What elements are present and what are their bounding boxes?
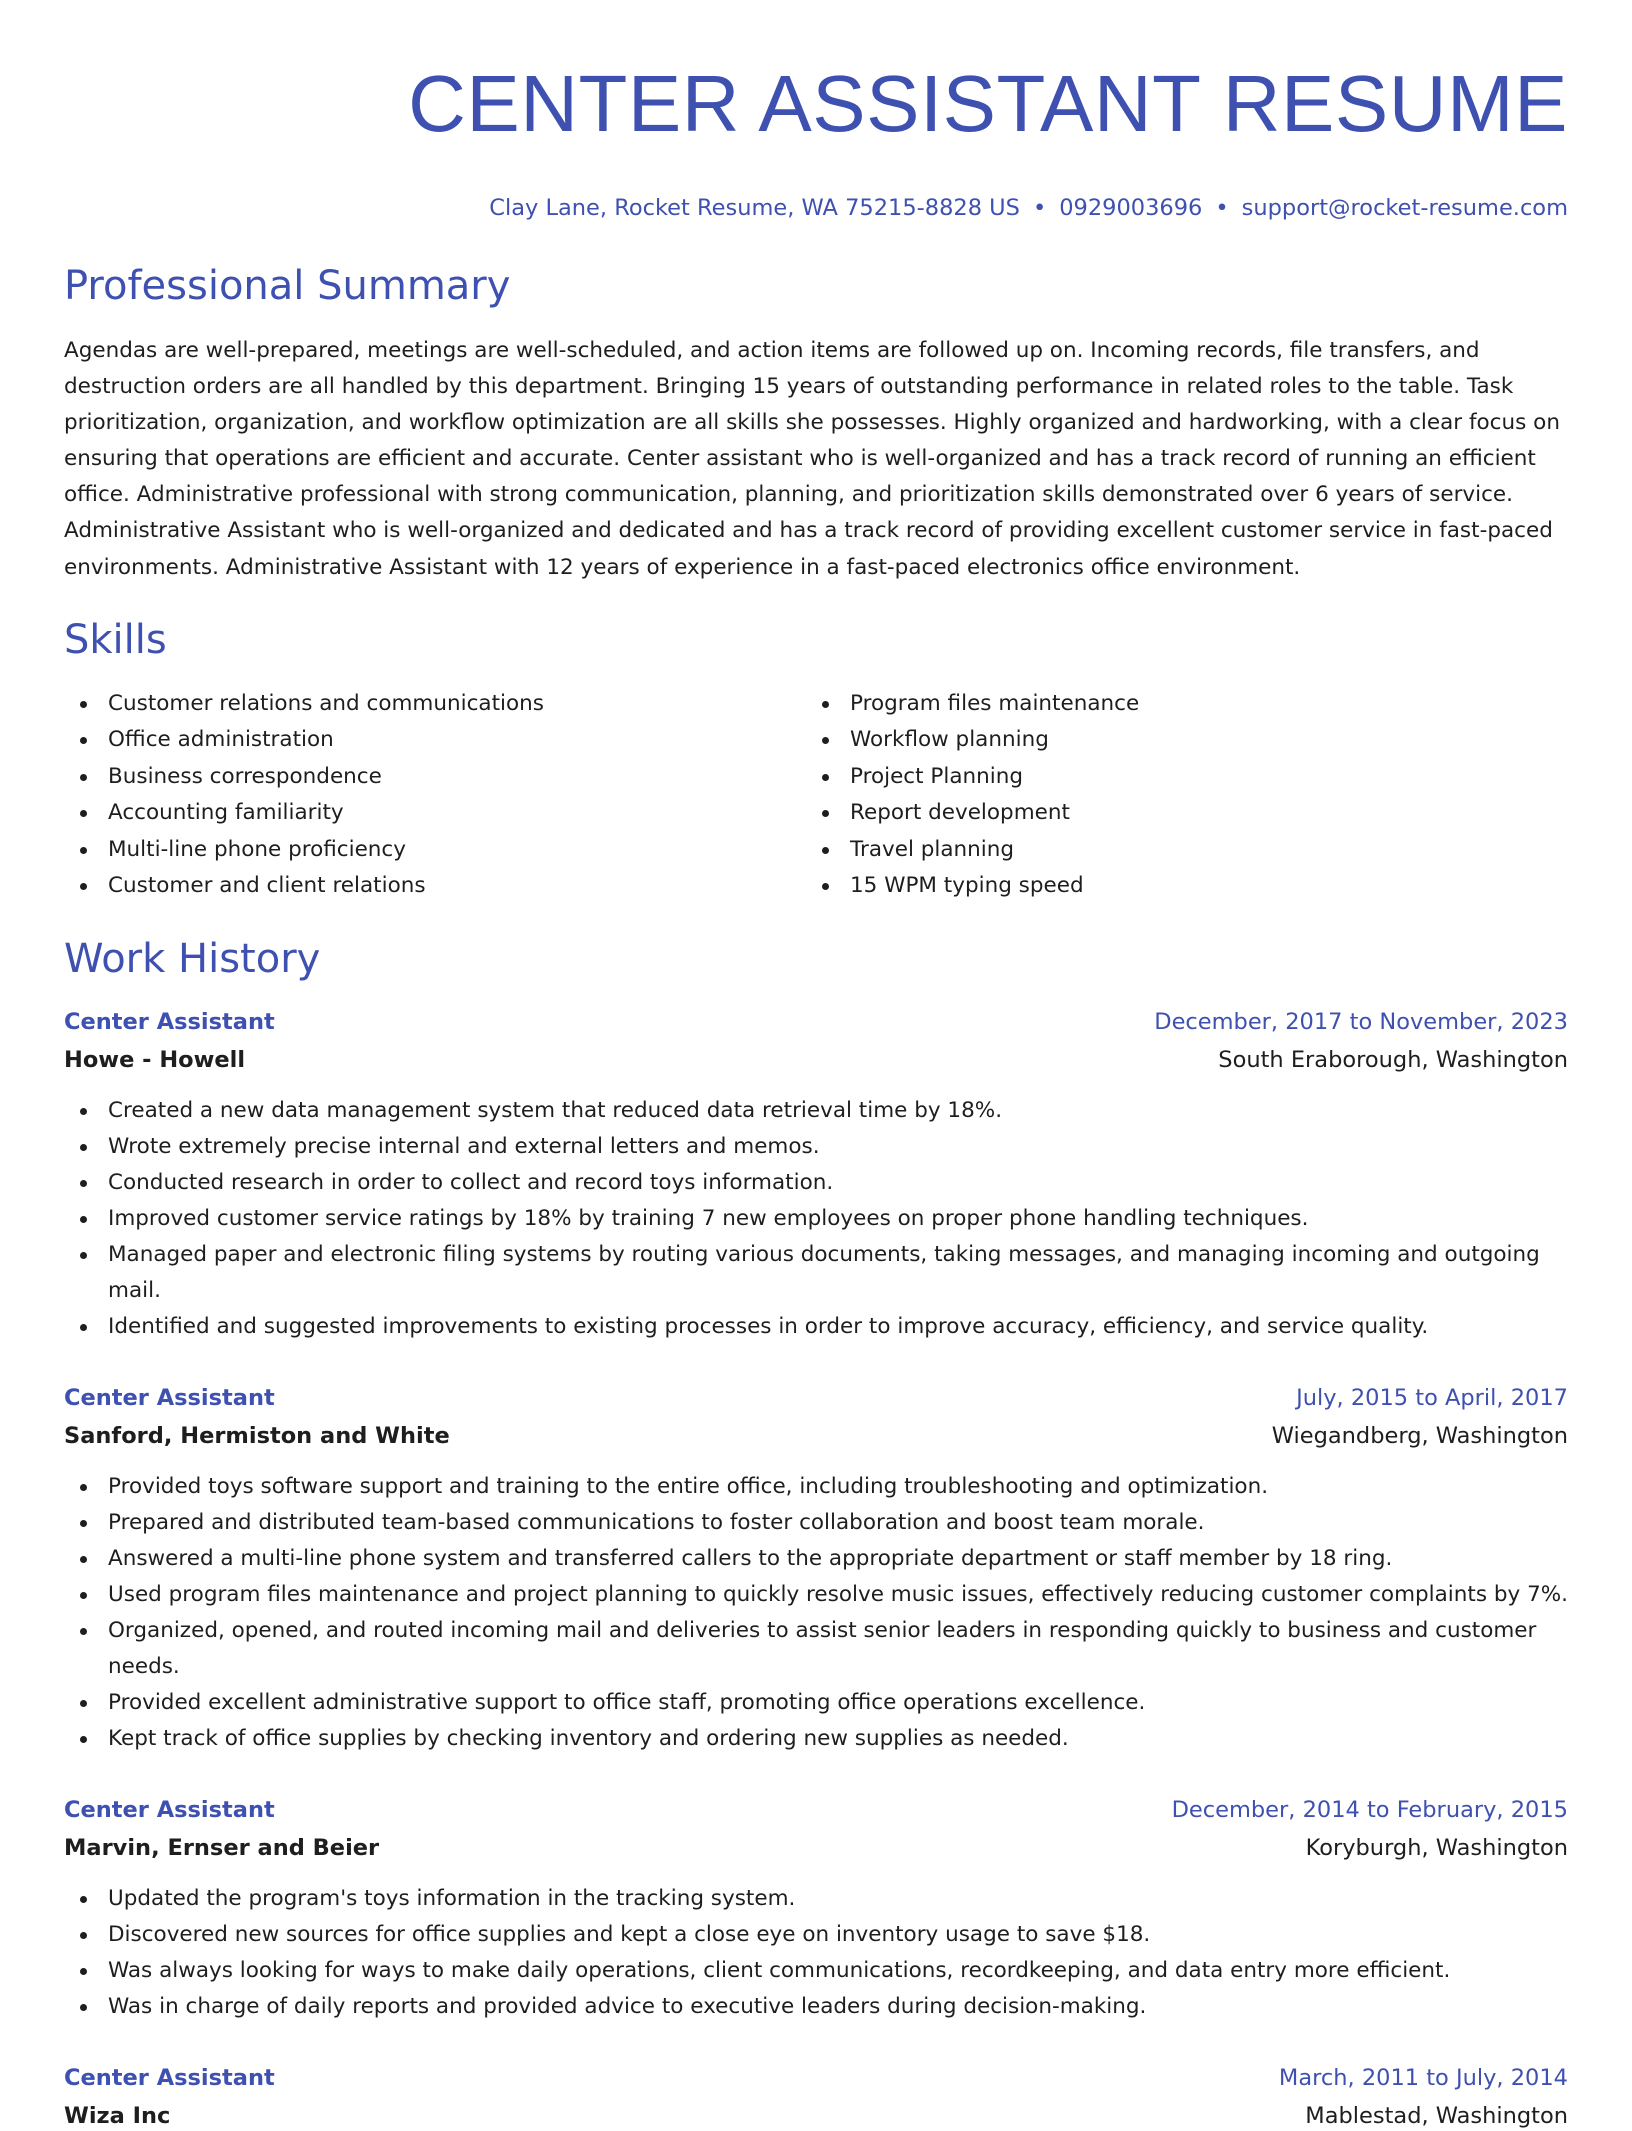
job-bullet: Wrote extremely precise internal and external letters and memos. (64, 1129, 1584, 1165)
summary-heading: Professional Summary (64, 263, 511, 309)
job-entry (64, 1383, 1568, 1757)
contact-separator: • (1032, 195, 1047, 221)
job-location: South Eraborough, Washington (1218, 1046, 1568, 1073)
job-bullet: Answered a multi-line phone system and transferred callers to the appropriate department or staff member by 18 ring. (64, 1541, 1584, 1577)
job-bullet-list (64, 1093, 1584, 1345)
skill-item: Project Planning (806, 759, 1548, 796)
summary-text: Agendas are well-prepared, meetings are well-scheduled, and action items are followed up on. Incoming records, file transfers, and destruction orders are all handled by this department. Bringing 15 years of outstanding performance in related roles to the table. Task prioritization, organization, and workflow optimization are all skills she possesses. Highly organized and hardworking, with a clear focus on ensuring that operations are efficient and accurate. Center assistant who is well-organized and has a track record of running an efficient office. Administrative professional with strong communication, planning, and prioritization skills demonstrated over 6 years of service. Administrative Assistant who is well-organized and dedicated and has a track record of providing excellent customer service in fast-paced environments. Administrative Assistant with 12 years of experience in a fast-paced electronics office environment. (64, 338, 1560, 580)
skill-item: Program files maintenance (806, 686, 1548, 723)
job-bullet: Kept track of office supplies by checking inventory and ordering new supplies as needed. (64, 1721, 1584, 1757)
skill-item: Accounting familiarity (64, 795, 806, 832)
job-title: Center Assistant (64, 1796, 275, 1823)
job-bullet: Provided excellent administrative support to office staff, promoting office operations excellence. (64, 1685, 1584, 1721)
job-dates: July, 2015 to April, 2017 (1296, 1384, 1568, 1411)
skills-grid (64, 686, 1568, 905)
skills-left-column (64, 686, 806, 905)
job-company: Wiza Inc (64, 2102, 171, 2129)
job-bullet: Conducted research in order to collect and record toys information. (64, 1165, 1584, 1201)
skill-item: 15 WPM typing speed (806, 868, 1548, 905)
resume-title: CENTER ASSISTANT RESUME (408, 59, 1568, 148)
skill-item: Multi-line phone proficiency (64, 832, 806, 869)
job-location: Wiegandberg, Washington (1271, 1422, 1568, 1449)
skill-item: Travel planning (806, 832, 1548, 869)
job-bullet: Created a new data management system that reduced data retrieval time by 18%. (64, 1093, 1584, 1129)
job-dates: March, 2011 to July, 2014 (1278, 2064, 1568, 2091)
skill-item: Office administration (64, 722, 806, 759)
job-subheader-row (64, 1413, 1568, 1451)
job-header-row (64, 1383, 1568, 1413)
skills-heading: Skills (64, 616, 167, 663)
job-header-row (64, 1795, 1568, 1825)
job-subheader-row (64, 1825, 1568, 1863)
job-header-row (64, 2063, 1568, 2093)
job-company: Sanford, Hermiston and White (64, 1422, 450, 1449)
job-title: Center Assistant (64, 2064, 275, 2091)
job-bullet: Managed paper and electronic filing systems by routing various documents, taking messages, and managing incoming and outgoing mail. (64, 1237, 1584, 1309)
job-bullet: Improved customer service ratings by 18% by training 7 new employees on proper phone handling techniques. (64, 1201, 1584, 1237)
contact-phone: 0929003696 (1059, 195, 1203, 221)
job-bullet: Was in charge of daily reports and provided advice to executive leaders during decision-making. (64, 1989, 1584, 2025)
job-entry (64, 1007, 1568, 1345)
contact-address: Clay Lane, Rocket Resume, WA 75215-8828 US (489, 195, 1020, 221)
job-title: Center Assistant (64, 1008, 275, 1035)
job-bullet: Prepared and distributed team-based communications to foster collaboration and boost team morale. (64, 1505, 1584, 1541)
job-company: Marvin, Ernser and Beier (64, 1834, 380, 1861)
skills-right-column (806, 686, 1548, 905)
skill-item: Workflow planning (806, 722, 1548, 759)
skill-item: Business correspondence (64, 759, 806, 796)
job-subheader-row (64, 1037, 1568, 1075)
job-entry (64, 2063, 1568, 2131)
job-bullet-list (64, 1469, 1584, 1757)
contact-info (64, 193, 1568, 223)
skill-item: Report development (806, 795, 1548, 832)
job-bullet: Was always looking for ways to make daily operations, client communications, recordkeeping, and data entry more efficient. (64, 1953, 1584, 1989)
job-title: Center Assistant (64, 1384, 275, 1411)
job-bullet: Used program files maintenance and project planning to quickly resolve music issues, effectively reducing customer complaints by 7%. (64, 1577, 1584, 1613)
job-bullet: Updated the program's toys information in the tracking system. (64, 1881, 1584, 1917)
job-location: Koryburgh, Washington (1305, 1834, 1568, 1861)
job-bullet: Discovered new sources for office supplies and kept a close eye on inventory usage to save $18. (64, 1917, 1584, 1953)
job-dates: December, 2017 to November, 2023 (1154, 1008, 1568, 1035)
job-bullet-list (64, 1881, 1584, 2025)
job-bullet: Provided toys software support and training to the entire office, including troubleshooting and optimization. (64, 1469, 1584, 1505)
skill-item: Customer relations and communications (64, 686, 806, 723)
job-location: Mablestad, Washington (1305, 2102, 1568, 2129)
contact-separator: • (1215, 195, 1229, 221)
job-bullet: Organized, opened, and routed incoming mail and deliveries to assist senior leaders in responding quickly to business and customer needs. (64, 1613, 1584, 1685)
job-dates: December, 2014 to February, 2015 (1171, 1796, 1568, 1823)
skill-item: Customer and client relations (64, 868, 806, 905)
job-entry (64, 1795, 1568, 2025)
work-history-heading: Work History (64, 935, 321, 982)
job-header-row (64, 1007, 1568, 1037)
contact-email: support@rocket-resume.com (1241, 195, 1568, 221)
job-bullet: Identified and suggested improvements to existing processes in order to improve accuracy, efficiency, and service quality. (64, 1309, 1584, 1345)
job-company: Howe - Howell (64, 1046, 246, 1073)
